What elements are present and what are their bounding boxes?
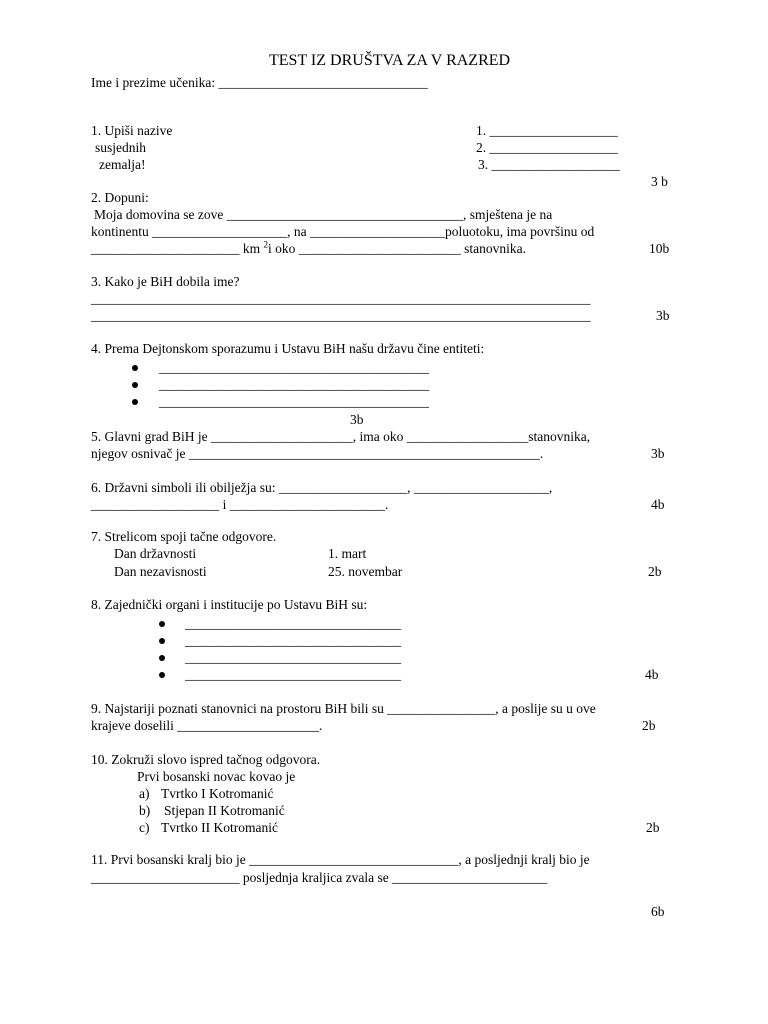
q2-text-line-1: 2. Dopuni: [91, 190, 149, 205]
q1-answer-2: 2. ___________________ [476, 140, 618, 155]
q3-answer-line-2: __________________________________________________________________________ [91, 308, 591, 323]
q5-points: 3b [651, 446, 665, 461]
option-text: Stjepan II Kotromanić [164, 803, 285, 818]
option-letter: b) [139, 803, 151, 818]
q2-superscript: 2 [263, 239, 269, 250]
q5-text-line-2: njegov osnivač je ____________________________________________________. [91, 446, 544, 461]
option-letter: a) [139, 786, 150, 801]
q6-text-line-2: ___________________ i _______________________. [91, 497, 389, 512]
q11-points: 6b [651, 904, 665, 919]
q7-right-item-1: 1. mart [328, 546, 367, 561]
q1-answer-1: 1. ___________________ [476, 123, 618, 138]
q2-text-line-2: Moja domovina se zove ___________________________________, smještena je na [94, 207, 553, 222]
q1-text-line-1: 1. Upiši nazive [91, 123, 173, 138]
q7-left-item-2: Dan nezavisnosti [114, 564, 207, 579]
q10-text-line-1: 10. Zokruži slovo ispred tačnog odgovora. [91, 752, 321, 767]
q4-blank: ________________________________________ [159, 394, 429, 409]
q8-blank: ________________________________ [185, 616, 401, 631]
q2-text-line-4 [91, 240, 526, 257]
q9-points: 2b [642, 718, 656, 733]
bullet-icon [159, 672, 165, 678]
q6-points: 4b [651, 497, 665, 512]
option-letter: c) [139, 820, 150, 835]
q8-points: 4b [645, 667, 659, 682]
q3-text: 3. Kako je BiH dobila ime? [91, 274, 240, 289]
bullet-icon [159, 655, 165, 661]
q8-text: 8. Zajednički organi i institucije po Ustavu BiH su: [91, 597, 368, 612]
q6-text-line-1: 6. Državni simboli ili obilježja su: ___________________, ____________________, [91, 480, 553, 495]
q2-points: 10b [649, 241, 670, 256]
q7-points: 2b [648, 564, 662, 579]
q4-blank: ________________________________________ [159, 360, 429, 375]
q10-option-c [139, 819, 278, 836]
option-text: Tvrtko II Kotromanić [161, 820, 278, 835]
q11-text-line-2: ______________________ posljednja kraljica zvala se _______________________ [91, 870, 548, 885]
student-name-line: Ime i prezime učenika: _______________________________ [91, 75, 428, 90]
q2-line-4-start: ______________________ km [91, 241, 264, 256]
q4-blank: ________________________________________ [159, 377, 429, 392]
q8-blank: ________________________________ [185, 633, 401, 648]
bullet-icon [159, 621, 165, 627]
q8-blank: ________________________________ [185, 667, 401, 682]
q10-points: 2b [646, 820, 660, 835]
q7-text: 7. Strelicom spoji tačne odgovore. [91, 529, 277, 544]
bullet-icon [132, 382, 138, 388]
q1-text-line-2: susjednih [95, 140, 147, 155]
q7-left-item-1: Dan državnosti [114, 546, 197, 561]
bullet-icon [132, 399, 138, 405]
q9-text-line-2: krajeve doselili _____________________. [91, 718, 323, 733]
q5-text-line-1: 5. Glavni grad BiH je _____________________, ima oko __________________stanovnika, [91, 429, 591, 444]
q3-points: 3b [656, 308, 670, 323]
bullet-icon [159, 638, 165, 644]
q7-right-item-2: 25. novembar [328, 564, 403, 579]
q1-text-line-3: zemalja! [99, 157, 146, 172]
q4-points: 3b [350, 412, 364, 427]
q10-text-line-2: Prvi bosanski novac kovao je [137, 769, 296, 784]
q2-text-line-3: kontinentu ____________________, na ____________________poluotoku, ima površinu od [91, 224, 595, 239]
q1-answer-3: 3. ___________________ [478, 157, 620, 172]
q11-text-line-1: 11. Prvi bosanski kralj bio je _______________________________, a posljednji kralj bio je [91, 852, 590, 867]
q10-option-a [139, 785, 274, 802]
q2-line-4-end: i oko ________________________ stanovnika. [268, 241, 527, 256]
q4-text: 4. Prema Dejtonskom sporazumu i Ustavu BiH našu državu čine entiteti: [91, 341, 485, 356]
q8-blank: ________________________________ [185, 650, 401, 665]
bullet-icon [132, 365, 138, 371]
option-text: Tvrtko I Kotromanić [161, 786, 274, 801]
q1-points: 3 b [651, 174, 668, 189]
q10-option-b [139, 802, 285, 819]
q9-text-line-1: 9. Najstariji poznati stanovnici na prostoru BiH bili su ________________, a poslije su u ove [91, 701, 596, 716]
page-title: TEST IZ DRUŠTVA ZA V RAZRED [269, 52, 511, 69]
q3-answer-line-1: __________________________________________________________________________ [91, 291, 591, 306]
